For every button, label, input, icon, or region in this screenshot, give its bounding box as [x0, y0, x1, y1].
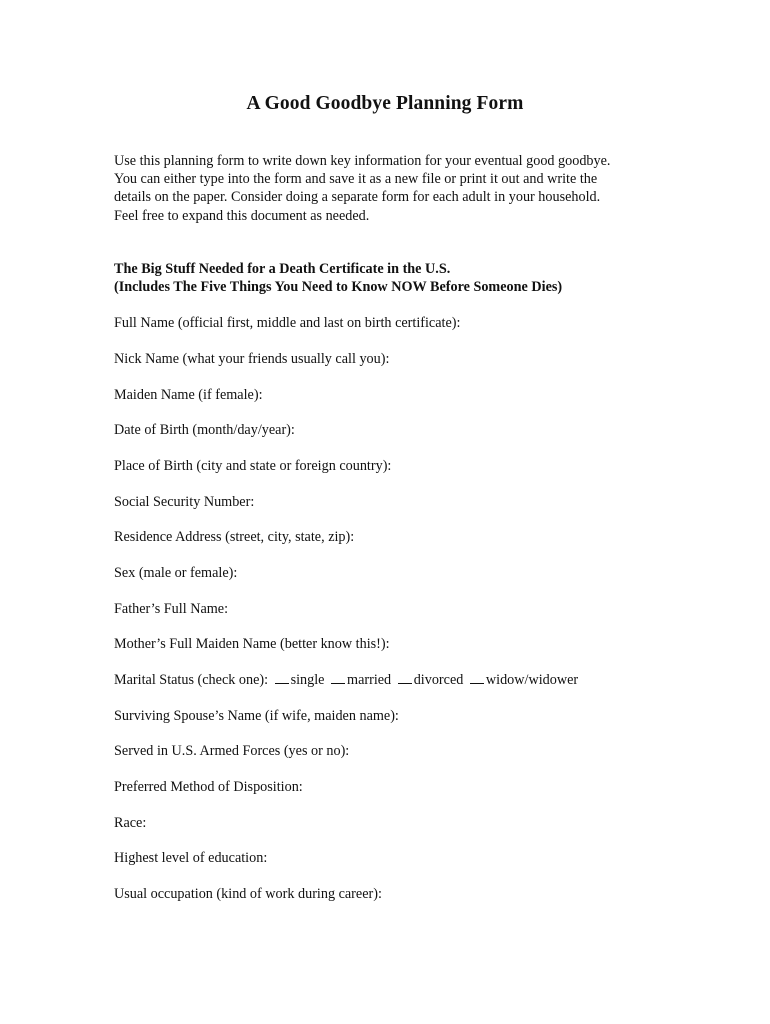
field-residence-address: Residence Address (street, city, state, zip):: [114, 529, 355, 545]
marital-option-widow: widow/widower: [485, 672, 579, 688]
field-date-of-birth: Date of Birth (month/day/year):: [114, 422, 295, 438]
intro-paragraph: [114, 152, 674, 225]
marital-blank-single[interactable]: [275, 671, 289, 684]
field-occupation: Usual occupation (kind of work during career):: [114, 886, 382, 902]
field-marital-status: [114, 671, 578, 689]
intro-line: details on the paper. Consider doing a separate form for each adult in your household.: [114, 189, 601, 206]
intro-line: Feel free to expand this document as needed.: [114, 207, 370, 224]
field-social-security-number: Social Security Number:: [114, 494, 255, 510]
section-heading-line-2: (Includes The Five Things You Need to Know NOW Before Someone Dies): [114, 279, 563, 296]
marital-option-married: married: [347, 672, 392, 688]
marital-blank-married[interactable]: [331, 671, 345, 684]
marital-option-single: single: [290, 672, 325, 688]
field-nick-name: Nick Name (what your friends usually call you):: [114, 351, 390, 367]
field-sex: Sex (male or female):: [114, 565, 238, 581]
marital-blank-widow[interactable]: [470, 671, 484, 684]
field-full-name: Full Name (official first, middle and last on birth certificate):: [114, 315, 461, 331]
marital-blank-divorced[interactable]: [398, 671, 412, 684]
field-armed-forces: Served in U.S. Armed Forces (yes or no):: [114, 743, 350, 759]
intro-line: You can either type into the form and save it as a new file or print it out and write the: [114, 171, 598, 188]
field-education: Highest level of education:: [114, 850, 268, 866]
page-title: A Good Goodbye Planning Form: [246, 93, 524, 114]
field-disposition: Preferred Method of Disposition:: [114, 779, 303, 795]
field-maiden-name: Maiden Name (if female):: [114, 387, 263, 403]
field-spouse-name: Surviving Spouse’s Name (if wife, maiden name):: [114, 708, 399, 724]
section-heading-line-1: The Big Stuff Needed for a Death Certificate in the U.S.: [114, 261, 451, 277]
marital-option-divorced: divorced: [413, 672, 464, 688]
intro-line: Use this planning form to write down key information for your eventual good goodbye.: [114, 153, 611, 169]
marital-status-label: Marital Status (check one):: [114, 672, 269, 688]
field-place-of-birth: Place of Birth (city and state or foreign country):: [114, 458, 392, 474]
field-mother-maiden-name: Mother’s Full Maiden Name (better know this!):: [114, 636, 390, 652]
field-father-name: Father’s Full Name:: [114, 601, 229, 617]
section-heading: [114, 260, 562, 297]
field-race: Race:: [114, 815, 147, 831]
